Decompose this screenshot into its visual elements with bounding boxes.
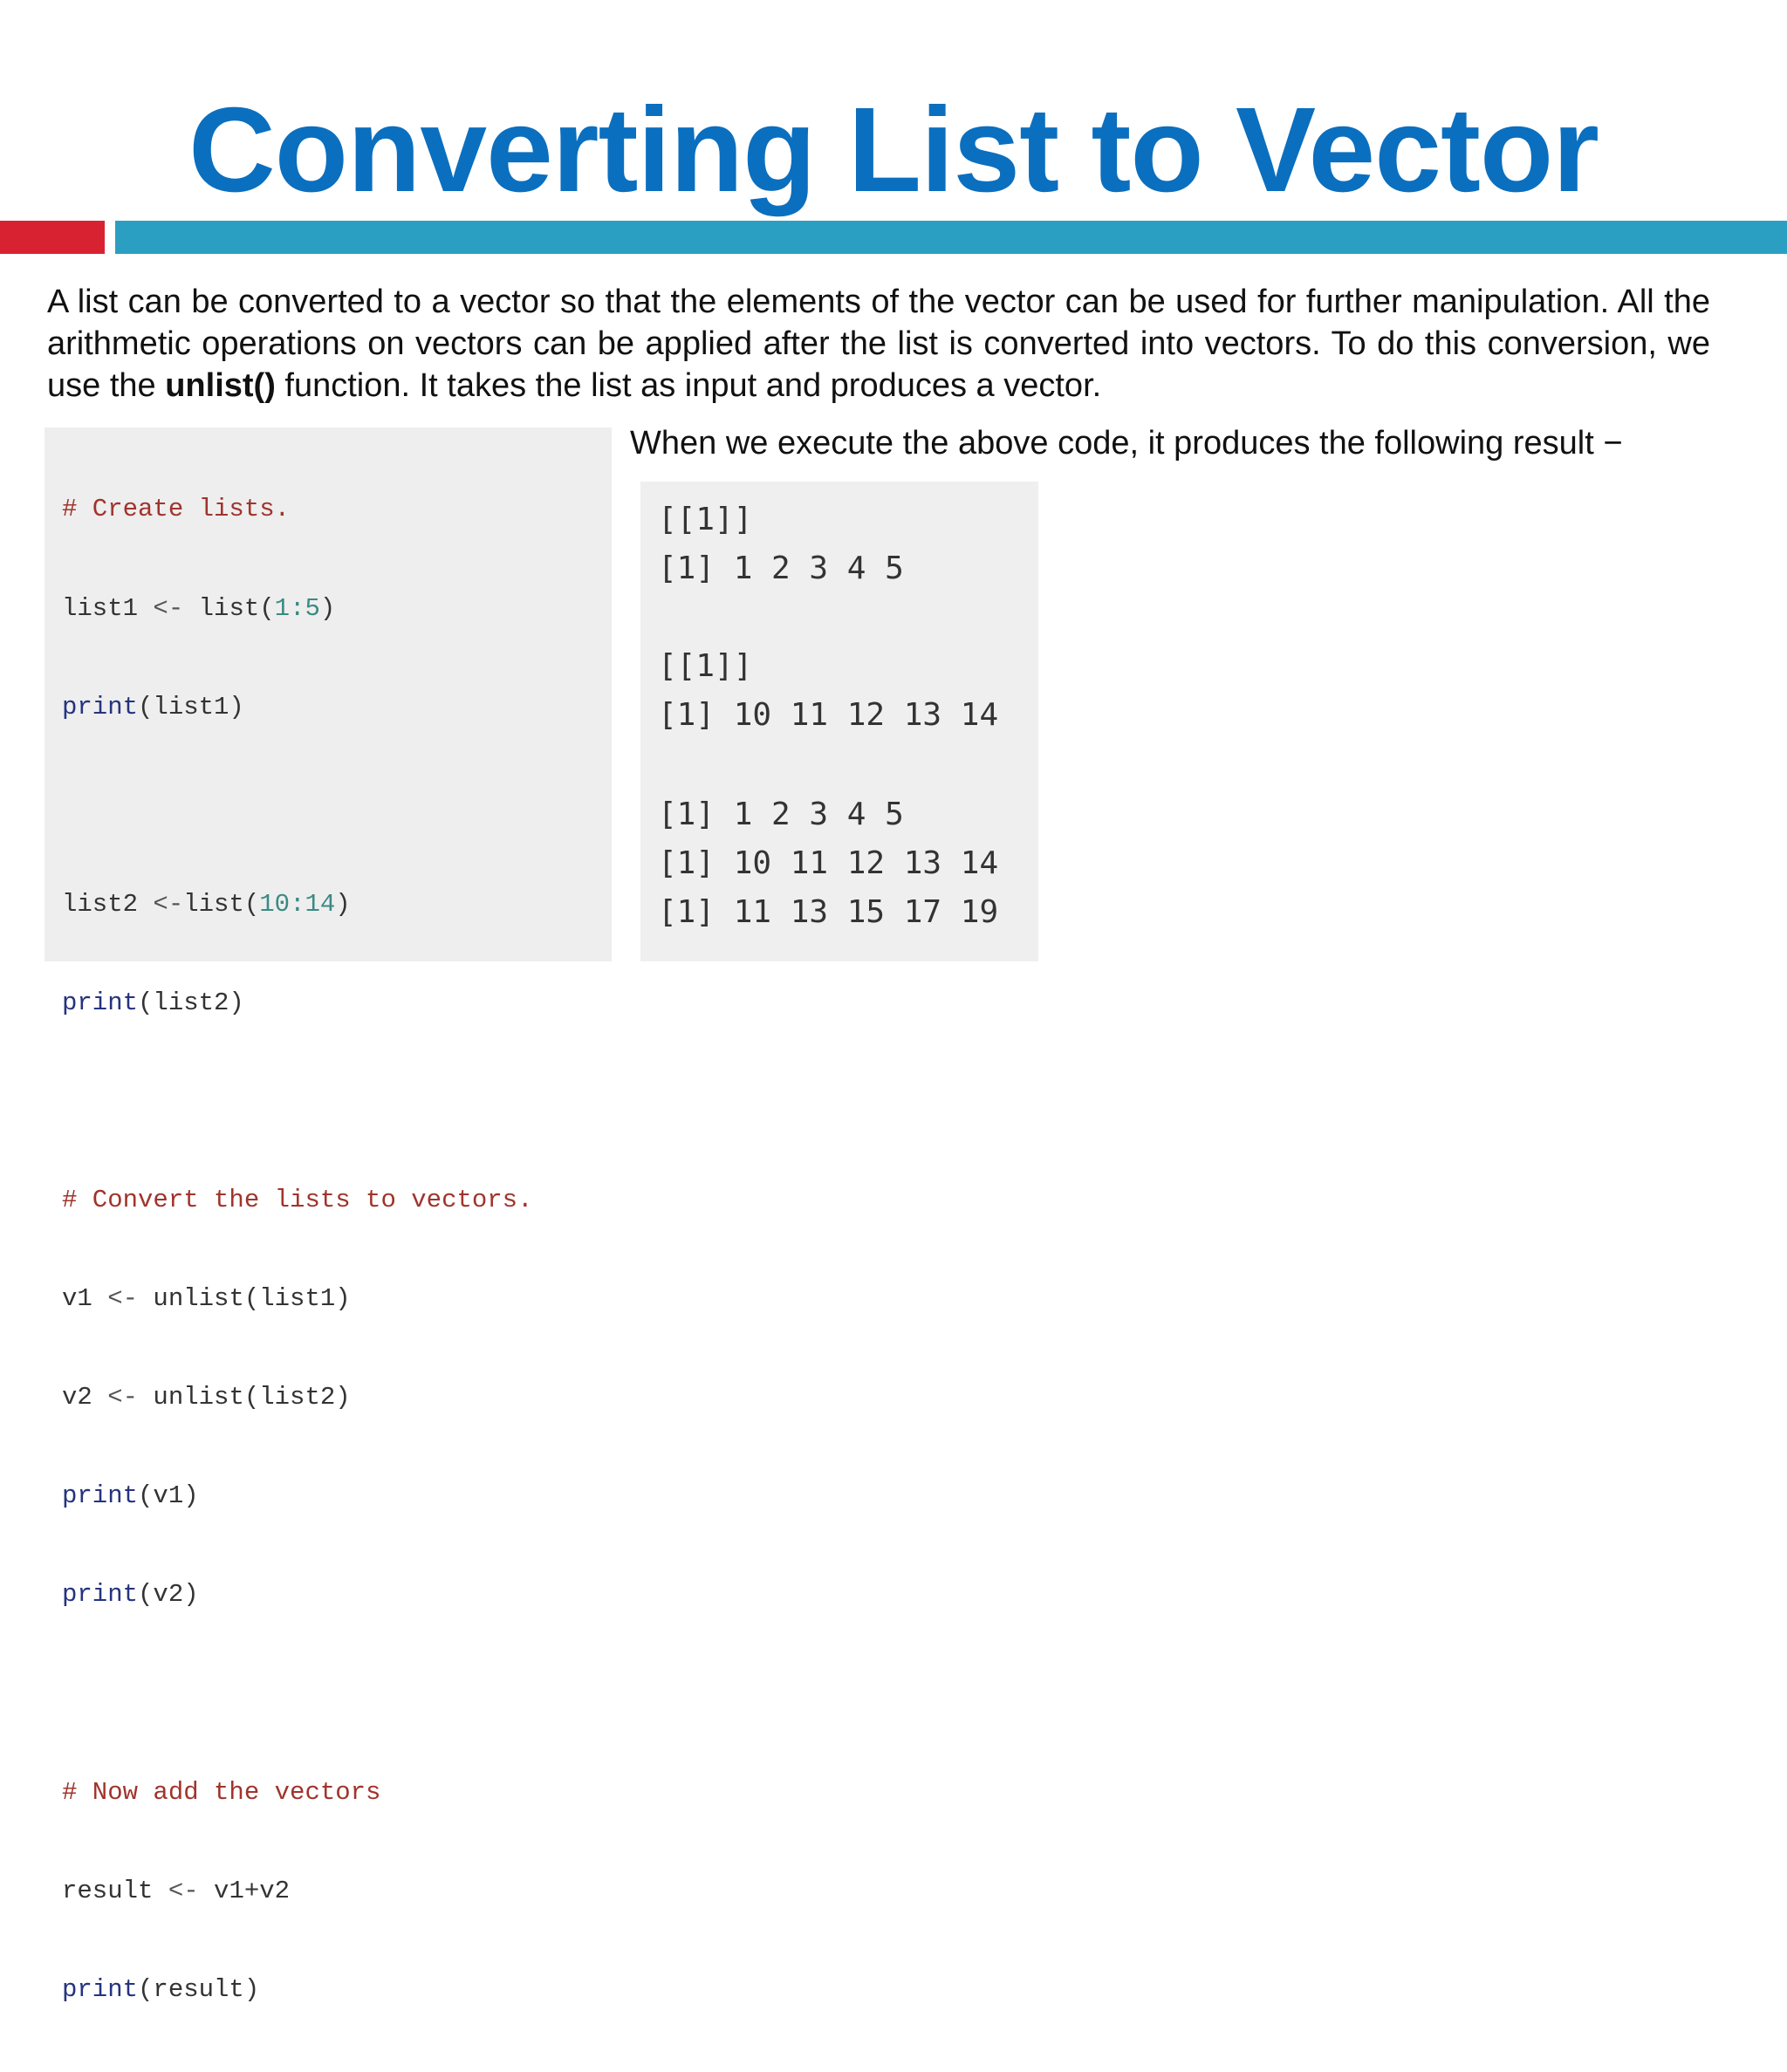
code-comment: # Create lists. (62, 495, 291, 524)
code-operator: <- (168, 1876, 199, 1905)
code-paren: ) (319, 593, 336, 623)
output-block (640, 482, 1038, 961)
code-comment: # Convert the lists to vectors. (62, 1186, 533, 1215)
code-paren: ( (243, 889, 260, 919)
code-operator: <- (153, 593, 184, 623)
code-keyword: print (62, 692, 139, 721)
code-text: (result) (138, 1974, 260, 2004)
code-line-12 (62, 1578, 533, 1611)
code-operator: <- (153, 889, 184, 919)
code-keyword: print (62, 1974, 139, 2004)
code-text: v1+v2 (198, 1876, 291, 1905)
code-text: result (62, 1876, 168, 1905)
code-keyword: print (62, 1481, 139, 1511)
slide-title: Converting List to Vector (188, 83, 1599, 217)
intro-text-end: function. It takes the list as input and produces a vector. (275, 367, 1102, 404)
code-block (45, 427, 612, 2004)
code-paren: ) (335, 889, 351, 919)
code-line-4-blank (62, 790, 533, 823)
output-line-4: [1] 10 11 12 13 14 (658, 697, 999, 733)
code-text: (v2) (138, 1580, 199, 1610)
code-line-7-blank (62, 1085, 533, 1118)
code-line-5 (62, 888, 533, 921)
code-lines (62, 427, 533, 2072)
output-line-3: [[1]] (658, 648, 753, 684)
code-line-3 (62, 691, 533, 724)
code-text: (list2) (138, 988, 244, 1017)
code-text: (v1) (138, 1481, 199, 1511)
code-line-1 (62, 493, 533, 526)
code-text: list (183, 889, 244, 919)
code-number: 10:14 (259, 889, 336, 919)
code-line-10 (62, 1381, 533, 1414)
code-paren: ( (259, 593, 275, 623)
output-line-5: [1] 1 2 3 4 5 (658, 797, 904, 832)
code-line-15 (62, 1875, 533, 1908)
result-label: When we execute the above code, it produces the following result − (630, 425, 1623, 462)
code-keyword: print (62, 1580, 139, 1610)
code-line-8 (62, 1184, 533, 1217)
unlist-function-name: unlist() (165, 367, 276, 404)
code-text: (list1) (138, 692, 244, 721)
code-text: unlist(list2) (138, 1383, 351, 1412)
accent-bar-red (0, 221, 105, 254)
code-text: v1 (62, 1284, 108, 1314)
code-operator: <- (107, 1284, 139, 1314)
code-text: v2 (62, 1383, 108, 1412)
code-line-14 (62, 1776, 533, 1809)
output-line-6: [1] 10 11 12 13 14 (658, 845, 999, 881)
code-text: list2 (62, 889, 154, 919)
output-line-7: [1] 11 13 15 17 19 (658, 894, 999, 930)
code-operator: <- (107, 1383, 139, 1412)
code-line-16 (62, 1973, 533, 2007)
code-line-11 (62, 1480, 533, 1513)
output-line-2: [1] 1 2 3 4 5 (658, 550, 904, 586)
code-line-13-blank (62, 1678, 533, 1711)
code-keyword: print (62, 988, 139, 1017)
code-line-2 (62, 592, 533, 626)
code-line-9 (62, 1282, 533, 1316)
code-comment: # Now add the vectors (62, 1777, 381, 1807)
output-line-1: [[1]] (658, 502, 753, 537)
code-line-6 (62, 987, 533, 1020)
intro-text-start: A list can be converted to a vector so that the elements of the vector can be used for further manipulation. All the arithmetic operations on vectors can be applied after the list is converted into vectors. To do this conversion, we use the (47, 284, 1710, 404)
intro-paragraph (47, 281, 1710, 407)
code-text: list1 (62, 593, 154, 623)
code-text: unlist(list1) (138, 1284, 351, 1314)
code-number: 1:5 (274, 593, 320, 623)
accent-bar-blue (115, 221, 1787, 254)
code-text: list (183, 593, 260, 623)
